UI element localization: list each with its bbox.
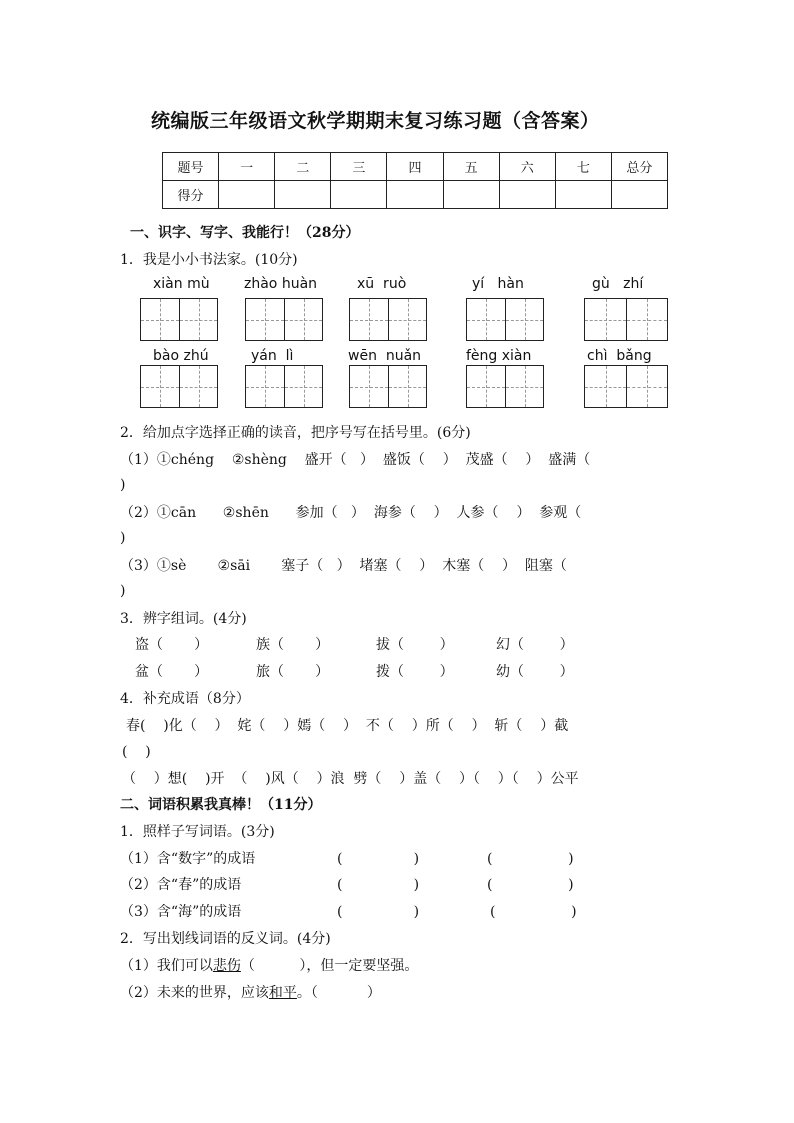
pinyin-label: yán lì <box>251 348 294 364</box>
score-input-cell[interactable] <box>275 181 331 209</box>
score-header-cell: 四 <box>387 153 443 181</box>
score-header-cell: 二 <box>275 153 331 181</box>
answer-blank[interactable]: ( ) <box>337 904 420 920</box>
antonym-line <box>120 985 381 1002</box>
score-input-cell[interactable] <box>331 181 387 209</box>
score-table <box>162 152 668 209</box>
score-input-cell[interactable] <box>443 181 499 209</box>
word-pair: 拨（ ） <box>376 664 454 680</box>
pinyin-label: zhào huàn <box>244 276 318 292</box>
pinyin-label: chì bǎng <box>587 348 652 364</box>
section-heading-1: 一、识字、写字、我能行！（28分） <box>130 225 360 241</box>
idiom-prompt: （1）含“数字”的成语 <box>120 851 256 867</box>
idiom-line: 春( )化（ ） 姹（ ）嫣（ ） 不（ ）所（ ） 斩（ ）截 <box>126 718 569 734</box>
word-pair: 盗（ ） <box>135 637 209 653</box>
score-header-cell: 三 <box>331 153 387 181</box>
writing-grid[interactable] <box>140 365 218 408</box>
writing-grid[interactable] <box>140 298 218 341</box>
score-input-cell[interactable] <box>611 181 667 209</box>
word-pair: 盆（ ） <box>135 664 209 680</box>
answer-blank[interactable]: ( ) <box>337 851 420 867</box>
question-3-title: 3．辨字组词。(4分) <box>120 611 247 627</box>
pinyin-label: xiàn mù <box>153 276 210 292</box>
writing-grid[interactable] <box>584 298 668 341</box>
reading-line: （1）①chéng ②shèng 盛开（ ） 盛饭（ ） 茂盛（ ） 盛满（ <box>120 452 591 468</box>
underlined-word: 悲伤 <box>212 958 241 974</box>
score-input-cell[interactable] <box>219 181 275 209</box>
answer-blank[interactable]: ( ) <box>337 877 420 893</box>
writing-grid[interactable] <box>245 298 323 341</box>
reading-line-close: ) <box>120 477 126 493</box>
writing-grid[interactable] <box>466 365 544 408</box>
answer-blank[interactable]: ( ) <box>490 904 577 920</box>
pinyin-label: bào zhú <box>153 348 209 364</box>
word-pair: 幼（ ） <box>496 664 574 680</box>
score-header-cell: 总分 <box>611 153 667 181</box>
idiom-prompt: （2）含“春”的成语 <box>120 877 242 893</box>
writing-grid[interactable] <box>245 365 323 408</box>
score-input-cell[interactable] <box>555 181 611 209</box>
idiom-prompt: （3）含“海”的成语 <box>120 904 242 920</box>
question-2-title: 2．给加点字选择正确的读音，把序号写在括号里。(6分) <box>120 425 471 441</box>
pinyin-label: gù zhí <box>592 276 644 292</box>
reading-line-close: ) <box>120 583 126 599</box>
reading-line: （2）①cān ②shēn 参加（ ） 海参（ ） 人参（ ） 参观（ <box>120 505 582 521</box>
question-4-title: 4．补充成语（8分） <box>120 691 250 707</box>
antonym-pre: （1）我们可以 <box>120 958 213 974</box>
antonym-pre: （2）未来的世界，应该 <box>120 985 269 1001</box>
score-table-header-row <box>163 153 668 181</box>
writing-grid[interactable] <box>584 365 668 408</box>
pinyin-label: wēn nuǎn <box>348 348 422 364</box>
idiom-line: （ ）想( )开 （ )风（ ）浪 劈（ ）盖（ ）（ ）（ ）公平 <box>122 771 579 787</box>
antonym-line <box>120 958 418 975</box>
reading-line-close: ) <box>120 530 126 546</box>
antonym-post: 。（ ） <box>296 985 381 1001</box>
score-input-cell[interactable] <box>499 181 555 209</box>
word-pair: 幻（ ） <box>496 637 574 653</box>
word-pair: 族（ ） <box>256 637 330 653</box>
word-pair: 拔（ ） <box>376 637 454 653</box>
pinyin-label: xū ruò <box>357 276 407 292</box>
idiom-line: ( ) <box>122 744 151 760</box>
writing-grid[interactable] <box>466 298 544 341</box>
score-header-cell: 六 <box>499 153 555 181</box>
question-2-1-title: 1．照样子写词语。(3分) <box>120 824 275 840</box>
answer-blank[interactable]: ( ) <box>487 877 574 893</box>
question-1-title: 1．我是小小书法家。(10分) <box>120 252 298 268</box>
antonym-post: （ ），但一定要坚强。 <box>240 958 419 974</box>
writing-grid[interactable] <box>349 298 427 341</box>
score-header-cell: 题号 <box>163 153 219 181</box>
score-header-cell: 一 <box>219 153 275 181</box>
pinyin-label: yí hàn <box>472 276 524 292</box>
underlined-word: 和平 <box>268 985 297 1001</box>
score-header-cell: 五 <box>443 153 499 181</box>
section-heading-2: 二、词语积累我真棒！（11分） <box>120 797 322 813</box>
page-title: 统编版三年级语文秋学期期末复习练习题（含答案） <box>151 110 600 132</box>
pinyin-label: fèng xiàn <box>466 348 532 364</box>
reading-line: （3）①sè ②sāi 塞子（ ） 堵塞（ ） 木塞（ ） 阻塞（ <box>120 558 567 574</box>
word-pair: 旅（ ） <box>256 664 330 680</box>
score-header-cell: 七 <box>555 153 611 181</box>
score-table-score-row <box>163 181 668 209</box>
score-row-label: 得分 <box>163 181 219 209</box>
answer-blank[interactable]: ( ) <box>487 851 574 867</box>
score-input-cell[interactable] <box>387 181 443 209</box>
question-2-2-title: 2．写出划线词语的反义词。(4分) <box>120 931 331 947</box>
writing-grid[interactable] <box>349 365 427 408</box>
